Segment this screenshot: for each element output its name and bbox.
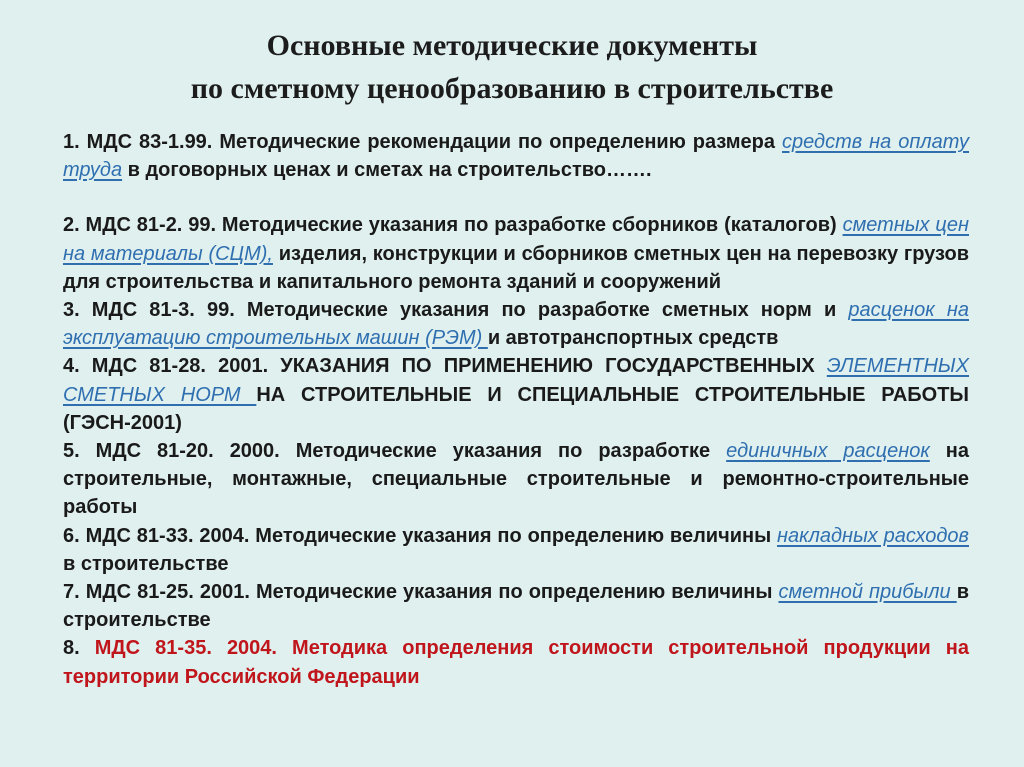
item-text-tail: изделия, конструкции и сборников сметных цен на перевозку грузов для строительства и капитального ремонта зданий и сооружений bbox=[63, 242, 969, 293]
item-text: МДС 81-25. 2001. Методические указания по определению величины bbox=[79, 581, 779, 604]
item-text: МДС 81-20. 2000. Методические указания по разработке bbox=[79, 440, 727, 463]
item-text: МДС 83-1.99. Методические рекомендации по определению размера bbox=[79, 131, 782, 153]
item-number: 6. bbox=[63, 524, 80, 547]
item-text-tail: НА СТРОИТЕЛЬНЫЕ И СПЕЦИАЛЬНЫЕ СТРОИТЕЛЬНЫЕ РАБОТЫ (ГЭСН-2001) bbox=[63, 383, 969, 434]
item-link[interactable]: расценок на эксплуатацию строительных машин (РЭМ) bbox=[63, 299, 969, 350]
slide-title-line-2: по сметному ценообразованию в строительстве bbox=[190, 72, 834, 105]
slide-title bbox=[0, 24, 1024, 110]
item-number: 5. bbox=[63, 440, 80, 463]
item-link[interactable]: ЭЛЕМЕНТНЫХ СМЕТНЫХ НОРМ bbox=[63, 355, 969, 406]
item-number: 7. bbox=[63, 581, 80, 604]
item-text: МДС 81-2. 99. Методические указания по разработке сборников (каталогов) bbox=[79, 214, 843, 237]
slide-title-line-1: Основные методические документы bbox=[266, 29, 758, 62]
list-item-7 bbox=[63, 578, 969, 634]
list-item-3 bbox=[63, 296, 969, 352]
item-link[interactable]: сметных цен на материалы (СЦМ), bbox=[63, 214, 969, 265]
list-item-6 bbox=[63, 522, 969, 578]
item-number: 1. bbox=[63, 131, 80, 153]
item-text: МДС 81-35. 2004. Методика определения стоимости строительной продукции на территории Российской Федерации bbox=[63, 637, 969, 688]
list-item-1 bbox=[63, 128, 969, 184]
list-item-4 bbox=[63, 352, 969, 437]
list-item-2 bbox=[63, 211, 969, 296]
item-text-tail: в строительстве bbox=[63, 581, 969, 632]
item-text: МДС 81-28. 2001. УКАЗАНИЯ ПО ПРИМЕНЕНИЮ ГОСУДАРСТВЕННЫХ bbox=[79, 355, 827, 378]
item-text-tail: и автотранспортных средств bbox=[487, 327, 779, 350]
item-link[interactable]: единичных расценок bbox=[726, 440, 930, 463]
item-text-tail: на строительные, монтажные, специальные строительные и ремонтно-строительные работы bbox=[63, 440, 969, 519]
item-link[interactable]: накладных расходов bbox=[777, 524, 969, 547]
item-number: 2. bbox=[63, 214, 80, 237]
document-list bbox=[63, 128, 969, 691]
item-number: 8. bbox=[63, 637, 80, 660]
item-text-tail: в договорных ценах и сметах на строительство……. bbox=[122, 159, 652, 182]
item-text: МДС 81-33. 2004. Методические указания по определению величины bbox=[79, 524, 778, 547]
item-number: 4. bbox=[63, 355, 80, 378]
list-item-5 bbox=[63, 437, 969, 522]
item-text-tail: в строительстве bbox=[63, 552, 229, 575]
item-link[interactable]: сметной прибыли bbox=[778, 581, 957, 604]
list-item-8 bbox=[63, 634, 969, 690]
item-link[interactable]: средств на оплату труда bbox=[63, 131, 969, 182]
item-text: МДС 81-3. 99. Методические указания по разработке сметных норм и bbox=[79, 299, 849, 322]
item-number: 3. bbox=[63, 299, 80, 322]
